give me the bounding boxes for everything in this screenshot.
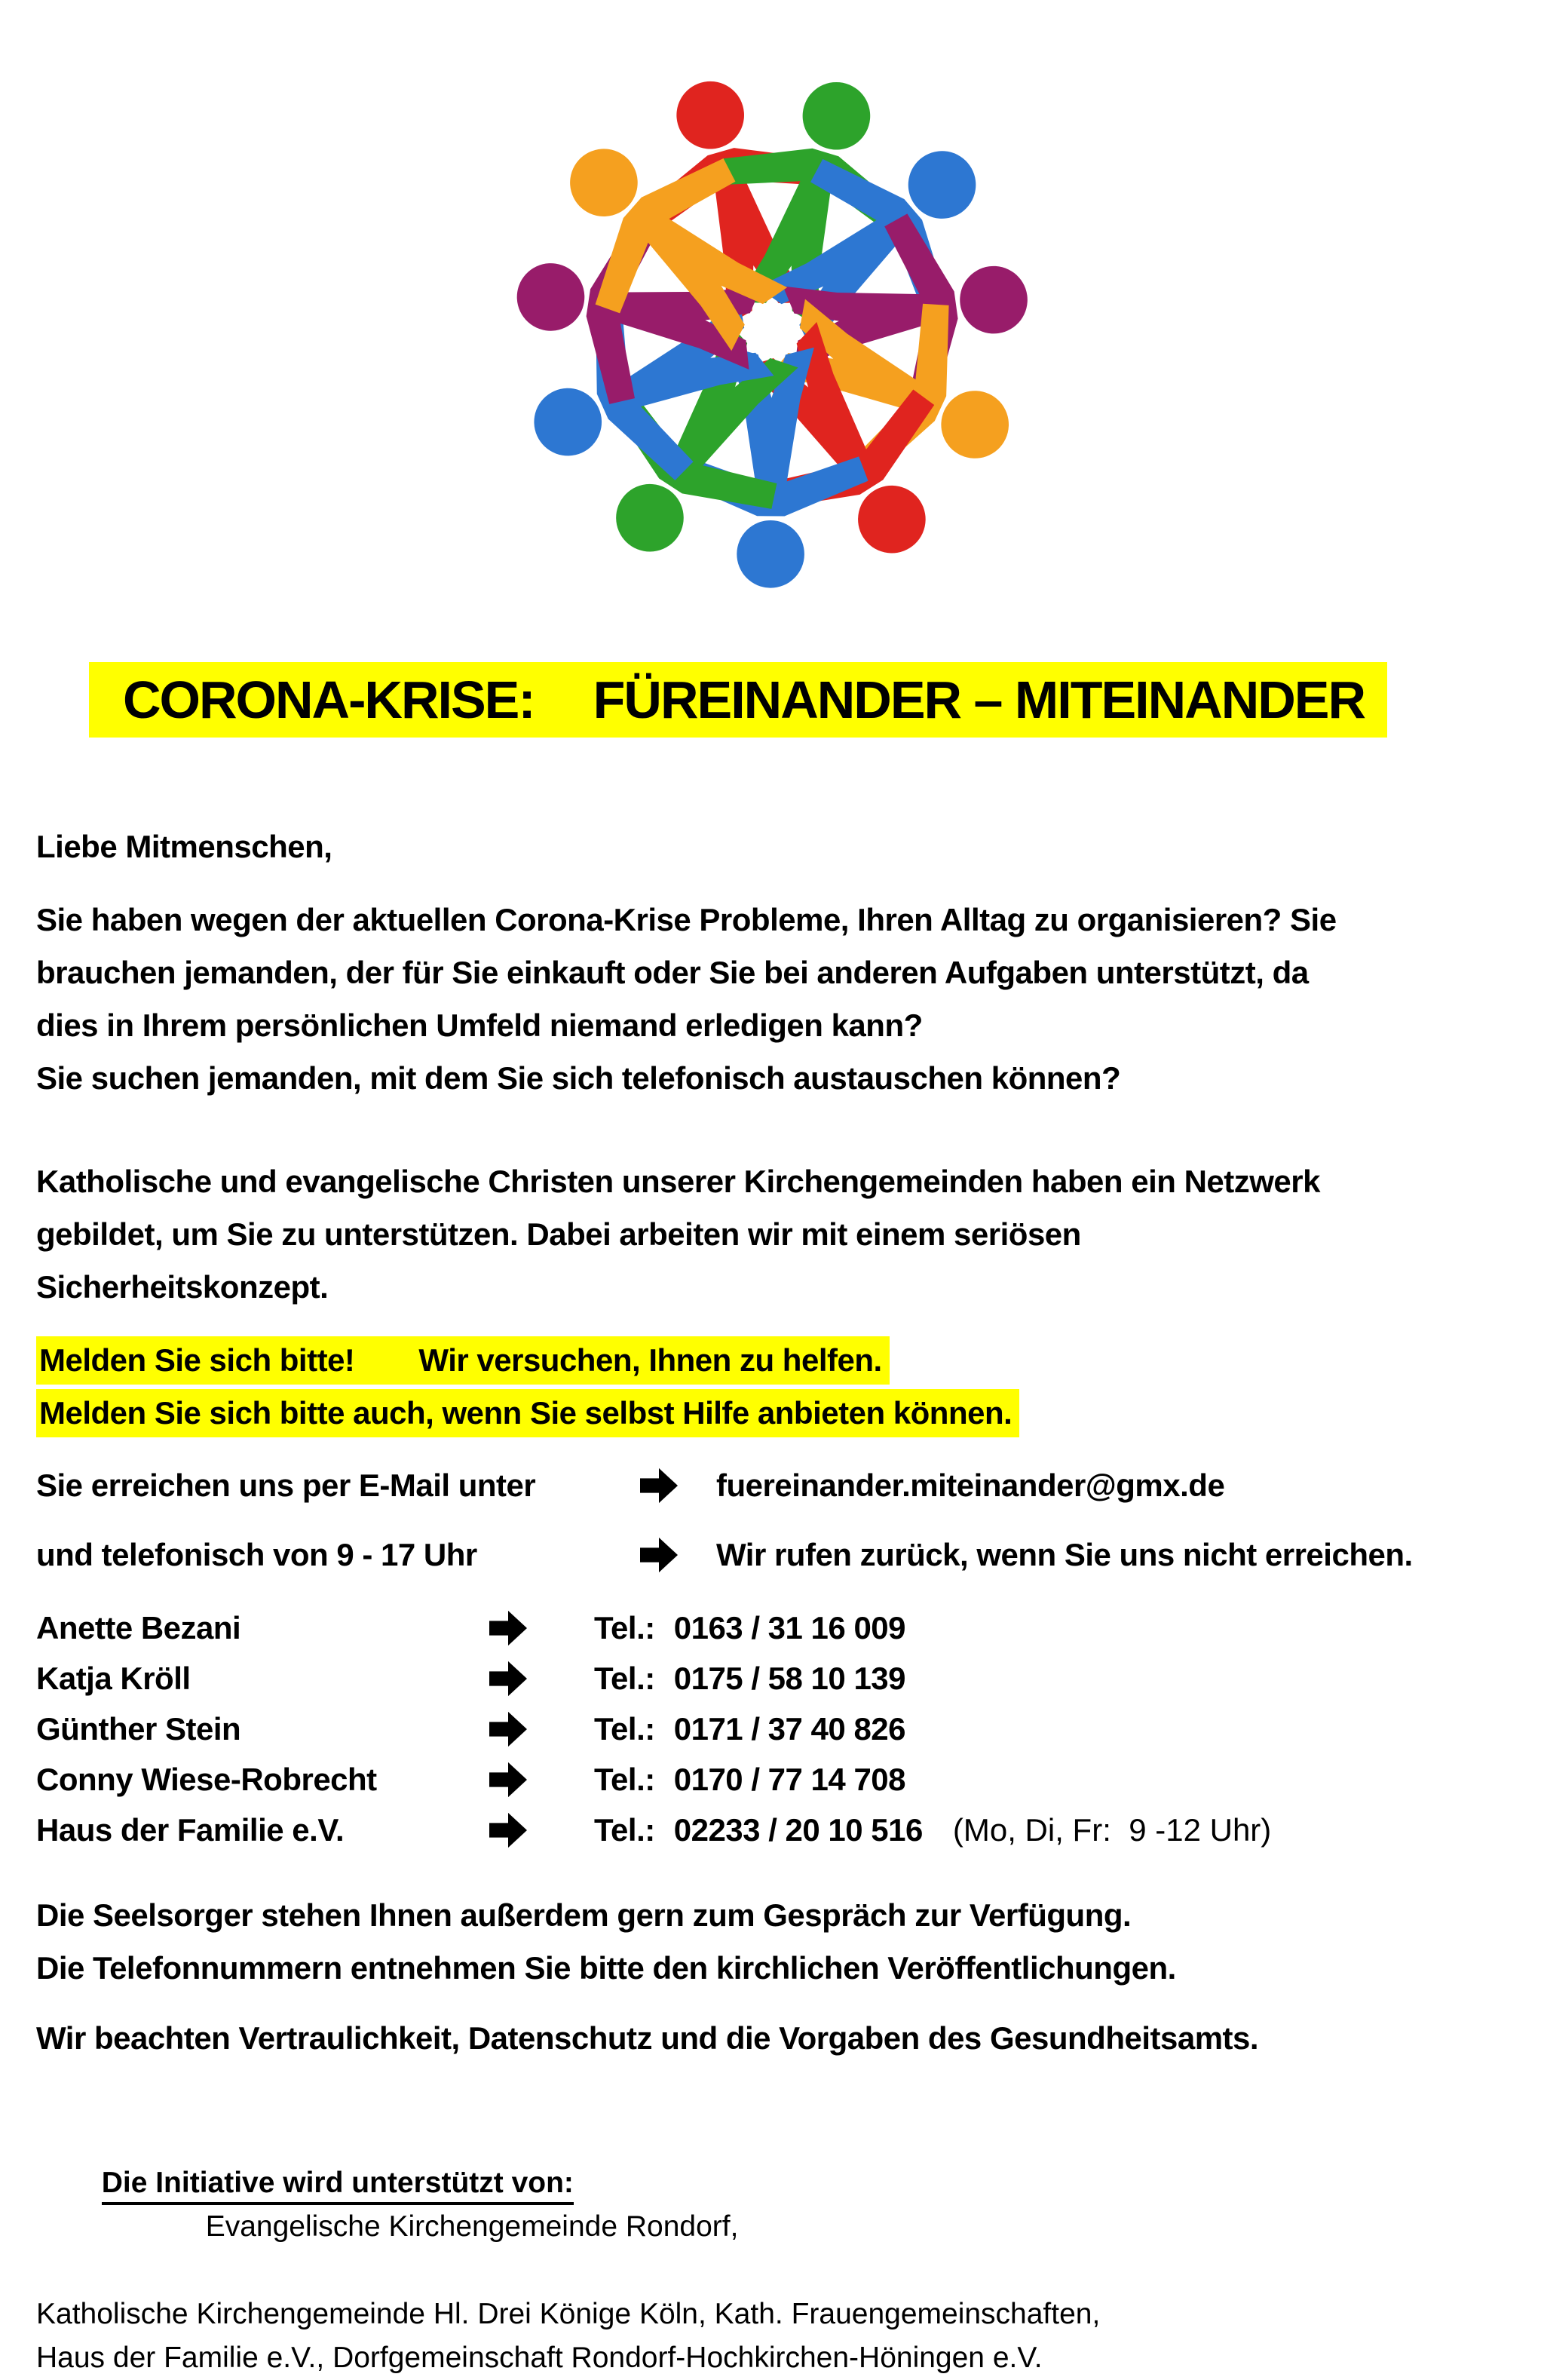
contact-name: Katja Kröll bbox=[36, 1660, 191, 1696]
tel-label: Tel.: bbox=[594, 1660, 655, 1696]
paragraph-network bbox=[36, 1155, 1508, 1314]
arrow-right-icon bbox=[489, 1761, 528, 1799]
paragraph-line: Katholische und evangelische Christen unserer Kirchengemeinden haben ein Netzwerk bbox=[36, 1164, 1320, 1199]
tel-label: Tel.: bbox=[594, 1761, 655, 1797]
tel-number: 0170 / 77 14 708 bbox=[673, 1761, 906, 1797]
email-address: fuereinander.miteinander@gmx.de bbox=[716, 1468, 1225, 1503]
contact-name: Haus der Familie e.V. bbox=[36, 1811, 345, 1848]
contact-name: Anette Bezani bbox=[36, 1609, 241, 1645]
highlight-line-1 bbox=[36, 1336, 890, 1385]
email-contact-row bbox=[36, 1459, 1508, 1512]
contact-name: Conny Wiese-Robrecht bbox=[36, 1761, 377, 1797]
tel-label: Tel.: bbox=[594, 1710, 655, 1747]
arrow-right-icon bbox=[489, 1710, 528, 1748]
contact-row bbox=[36, 1653, 1508, 1704]
highlight-line-2: Melden Sie sich bitte auch, wenn Sie selbst Hilfe anbieten können. bbox=[36, 1389, 1019, 1437]
contact-row bbox=[36, 1805, 1508, 1855]
phone-contact-row bbox=[36, 1529, 1508, 1581]
footer-org: Katholische Kirchengemeinde Hl. Drei Könige Köln, Kath. Frauengemeinschaften, bbox=[36, 2298, 1101, 2330]
tel-number: 02233 / 20 10 516 bbox=[673, 1811, 923, 1848]
footer-line-1 bbox=[36, 2118, 1508, 2293]
highlight-line-1-left: Melden Sie sich bitte! bbox=[39, 1342, 355, 1378]
supporters-footer bbox=[36, 2118, 1508, 2380]
tel-label: Tel.: bbox=[594, 1609, 655, 1645]
footer-org: Haus der Familie e.V., Dorfgemeinschaft Rondorf-Hochkirchen-Höningen e.V. bbox=[36, 2342, 1043, 2374]
contact-row bbox=[36, 1603, 1508, 1653]
title-left: CORONA-KRISE: bbox=[123, 670, 535, 729]
phone-callback-note: Wir rufen zurück, wenn Sie uns nicht erreichen. bbox=[716, 1537, 1413, 1572]
email-label: Sie erreichen uns per E-Mail unter bbox=[36, 1468, 536, 1503]
title-right: FÜREINANDER – MITEINANDER bbox=[593, 670, 1365, 729]
people-circle-logo bbox=[508, 66, 1036, 594]
call-to-action bbox=[36, 1336, 1508, 1437]
highlight-line-1-right: Wir versuchen, Ihnen zu helfen. bbox=[418, 1342, 882, 1378]
footer-support-label: Die Initiative wird unterstützt von: bbox=[102, 2164, 574, 2205]
arrow-right-icon bbox=[489, 1609, 528, 1647]
paragraph-line: brauchen jemanden, der für Sie einkauft oder Sie bei anderen Aufgaben unterstützt, da bbox=[36, 955, 1309, 990]
paragraph-line: Sicherheitskonzept. bbox=[36, 1269, 329, 1305]
arrow-right-icon bbox=[639, 1467, 679, 1504]
contact-list bbox=[36, 1603, 1508, 1855]
paragraph-line: gebildet, um Sie zu unterstützen. Dabei arbeiten wir mit einem seriösen bbox=[36, 1216, 1081, 1252]
arrow-right-icon bbox=[489, 1811, 528, 1849]
contact-row bbox=[36, 1754, 1508, 1805]
title-highlight bbox=[89, 662, 1387, 738]
privacy-note: Wir beachten Vertraulichkeit, Datenschutz und die Vorgaben des Gesundheitsamts. bbox=[36, 2020, 1259, 2056]
outro-line: Die Seelsorger stehen Ihnen außerdem gern zum Gespräch zur Verfügung. bbox=[36, 1897, 1132, 1933]
contact-row bbox=[36, 1704, 1508, 1754]
paragraph-line: dies in Ihrem persönlichen Umfeld niemand erledigen kann? bbox=[36, 1008, 923, 1043]
paragraph-line: Sie suchen jemanden, mit dem Sie sich telefonisch austauschen können? bbox=[36, 1060, 1121, 1096]
paragraph-problems bbox=[36, 894, 1508, 1105]
availability-note: (Mo, Di, Fr: 9 -12 Uhr) bbox=[952, 1811, 1272, 1848]
arrow-right-icon bbox=[489, 1660, 528, 1698]
footer-org: Evangelische Kirchengemeinde Rondorf, bbox=[205, 2210, 739, 2243]
contact-name: Günther Stein bbox=[36, 1710, 241, 1747]
tel-number: 0163 / 31 16 009 bbox=[673, 1609, 906, 1645]
phone-label: und telefonisch von 9 - 17 Uhr bbox=[36, 1537, 477, 1572]
greeting: Liebe Mitmenschen, bbox=[36, 829, 332, 864]
tel-label: Tel.: bbox=[594, 1811, 655, 1848]
flyer-page bbox=[0, 66, 1544, 2374]
arrow-right-icon bbox=[639, 1536, 679, 1574]
tel-number: 0171 / 37 40 826 bbox=[673, 1710, 906, 1747]
paragraph-line: Sie haben wegen der aktuellen Corona-Krise Probleme, Ihren Alltag zu organisieren? Sie bbox=[36, 902, 1337, 937]
tel-number: 0175 / 58 10 139 bbox=[673, 1660, 906, 1696]
pastoral-care-note bbox=[36, 1889, 1508, 1995]
outro-line: Die Telefonnummern entnehmen Sie bitte den kirchlichen Veröffentlichungen. bbox=[36, 1950, 1176, 1986]
